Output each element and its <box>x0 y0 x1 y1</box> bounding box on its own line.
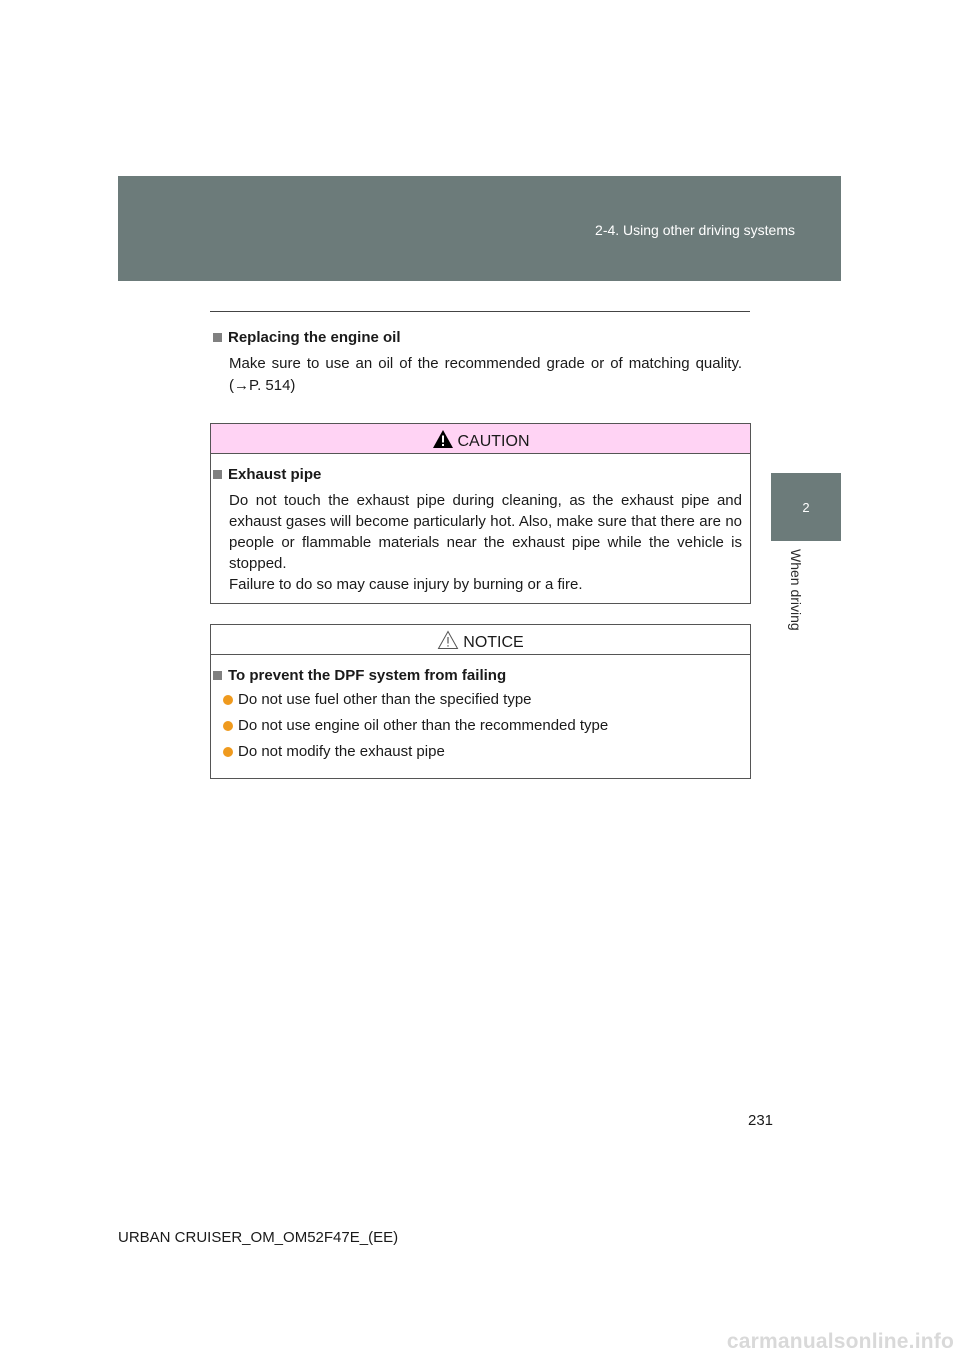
caution-title: CAUTION <box>457 433 530 450</box>
caution-paragraph: Do not touch the exhaust pipe during cleaning, as the exhaust pipe and exhaust gases will become particularly hot. Also, make sure that there are no people or flammable materials near the exhaust pipe while the vehicle is stopped. <box>229 492 742 572</box>
caution-box <box>210 423 751 604</box>
square-bullet-icon <box>213 671 222 680</box>
notice-list <box>223 691 608 769</box>
page-number: 231 <box>748 1112 774 1129</box>
caution-title-bar <box>211 424 750 454</box>
document-id: URBAN CRUISER_OM_OM52F47E_(EE) <box>118 1229 399 1246</box>
section-title: 2-4. Using other driving systems <box>595 222 795 238</box>
notice-subheading <box>213 667 506 684</box>
notice-subheading-text: To prevent the DPF system from failing <box>228 667 507 684</box>
engine-oil-heading <box>213 329 401 346</box>
square-bullet-icon <box>213 470 222 479</box>
section-divider <box>210 311 750 312</box>
notice-title: NOTICE <box>463 634 524 651</box>
chapter-label: When driving <box>788 549 804 631</box>
list-item-text: Do not use fuel other than the specified type <box>238 691 532 708</box>
watermark: carmanualsonline.info <box>726 1330 954 1353</box>
engine-oil-heading-text: Replacing the engine oil <box>228 329 401 346</box>
chapter-number: 2 <box>802 500 810 515</box>
caution-paragraph: Failure to do so may cause injury by burning or a fire. <box>229 576 583 593</box>
square-bullet-icon <box>213 333 222 342</box>
notice-box <box>210 624 751 779</box>
caution-subheading-text: Exhaust pipe <box>228 466 322 483</box>
header-band <box>118 176 841 281</box>
caution-subheading <box>213 466 321 483</box>
circle-bullet-icon <box>223 721 233 731</box>
list-item-text: Do not use engine oil other than the recommended type <box>238 717 609 734</box>
list-item-text: Do not modify the exhaust pipe <box>238 743 445 760</box>
notice-title-bar <box>211 625 750 655</box>
warning-triangle-outline-icon <box>437 630 459 650</box>
engine-oil-body: Make sure to use an oil of the recommended grade or of matching quality. (→P. 514) <box>229 355 742 394</box>
circle-bullet-icon <box>223 747 233 757</box>
chapter-tab[interactable] <box>771 473 841 541</box>
list-item <box>223 743 608 769</box>
warning-triangle-filled-icon <box>432 429 454 449</box>
circle-bullet-icon <box>223 695 233 705</box>
list-item <box>223 691 608 717</box>
caution-body <box>229 490 742 595</box>
list-item <box>223 717 608 743</box>
